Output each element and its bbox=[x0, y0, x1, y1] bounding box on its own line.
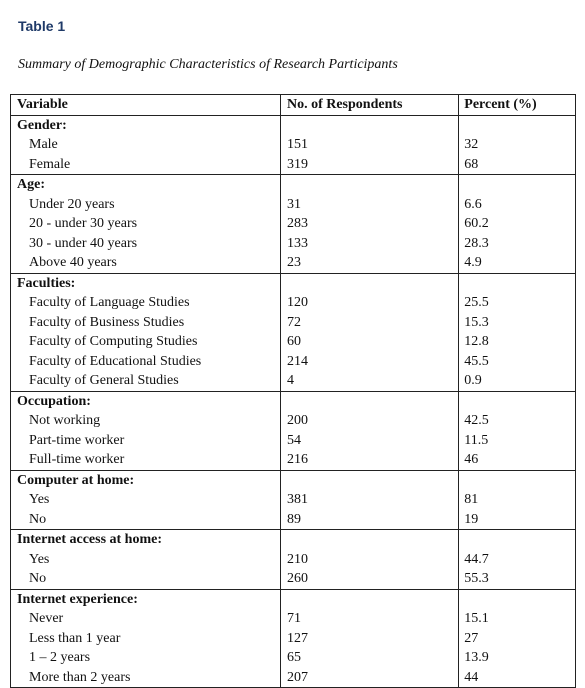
row-label: Not working bbox=[11, 411, 281, 431]
row-label: Faculty of Computing Studies bbox=[11, 332, 281, 352]
row-label: Part-time worker bbox=[11, 431, 281, 451]
empty-cell bbox=[280, 115, 458, 135]
table-row bbox=[11, 510, 576, 530]
column-header-percent: Percent (%) bbox=[459, 95, 576, 116]
empty-cell bbox=[459, 530, 576, 550]
percent-value: 4.9 bbox=[459, 253, 576, 273]
empty-cell bbox=[459, 391, 576, 411]
column-header-variable: Variable bbox=[11, 95, 281, 116]
table-row bbox=[11, 609, 576, 629]
respondent-count: 60 bbox=[280, 332, 458, 352]
table-row bbox=[11, 214, 576, 234]
group-header-row bbox=[11, 175, 576, 195]
row-label: No bbox=[11, 510, 281, 530]
percent-value: 44.7 bbox=[459, 550, 576, 570]
percent-value: 15.1 bbox=[459, 609, 576, 629]
respondent-count: 210 bbox=[280, 550, 458, 570]
row-label: Female bbox=[11, 155, 281, 175]
row-label: Above 40 years bbox=[11, 253, 281, 273]
table-row bbox=[11, 569, 576, 589]
table-caption: Summary of Demographic Characteristics of Research Participants bbox=[18, 57, 398, 72]
respondent-count: 65 bbox=[280, 648, 458, 668]
row-label: Yes bbox=[11, 550, 281, 570]
table-body bbox=[11, 115, 576, 688]
percent-value: 68 bbox=[459, 155, 576, 175]
percent-value: 11.5 bbox=[459, 431, 576, 451]
percent-value: 13.9 bbox=[459, 648, 576, 668]
row-label: 20 - under 30 years bbox=[11, 214, 281, 234]
row-label: Faculty of Educational Studies bbox=[11, 352, 281, 372]
empty-cell bbox=[280, 530, 458, 550]
empty-cell bbox=[280, 391, 458, 411]
group-title: Internet access at home: bbox=[11, 530, 281, 550]
table-row bbox=[11, 313, 576, 333]
row-label: Faculty of Business Studies bbox=[11, 313, 281, 333]
table-row bbox=[11, 155, 576, 175]
respondent-count: 151 bbox=[280, 135, 458, 155]
respondent-count: 71 bbox=[280, 609, 458, 629]
group-title: Age: bbox=[11, 175, 281, 195]
respondent-count: 260 bbox=[280, 569, 458, 589]
percent-value: 42.5 bbox=[459, 411, 576, 431]
group-header-row bbox=[11, 470, 576, 490]
group-header-row bbox=[11, 273, 576, 293]
respondent-count: 283 bbox=[280, 214, 458, 234]
empty-cell bbox=[459, 273, 576, 293]
respondent-count: 319 bbox=[280, 155, 458, 175]
table-row bbox=[11, 352, 576, 372]
empty-cell bbox=[280, 175, 458, 195]
group-title: Computer at home: bbox=[11, 470, 281, 490]
table-number: Table 1 bbox=[18, 18, 66, 34]
percent-value: 46 bbox=[459, 450, 576, 470]
group-header-row bbox=[11, 589, 576, 609]
row-label: Faculty of General Studies bbox=[11, 371, 281, 391]
table-row bbox=[11, 648, 576, 668]
percent-value: 60.2 bbox=[459, 214, 576, 234]
header-row bbox=[11, 95, 576, 116]
group-title: Occupation: bbox=[11, 391, 281, 411]
percent-value: 28.3 bbox=[459, 234, 576, 254]
empty-cell bbox=[459, 115, 576, 135]
empty-cell bbox=[280, 589, 458, 609]
respondent-count: 207 bbox=[280, 668, 458, 688]
empty-cell bbox=[280, 470, 458, 490]
empty-cell bbox=[459, 175, 576, 195]
respondent-count: 127 bbox=[280, 629, 458, 649]
percent-value: 32 bbox=[459, 135, 576, 155]
table-row bbox=[11, 332, 576, 352]
table-row bbox=[11, 550, 576, 570]
row-label: More than 2 years bbox=[11, 668, 281, 688]
row-label: Faculty of Language Studies bbox=[11, 293, 281, 313]
percent-value: 19 bbox=[459, 510, 576, 530]
respondent-count: 120 bbox=[280, 293, 458, 313]
respondent-count: 4 bbox=[280, 371, 458, 391]
respondent-count: 89 bbox=[280, 510, 458, 530]
percent-value: 6.6 bbox=[459, 195, 576, 215]
row-label: 1 – 2 years bbox=[11, 648, 281, 668]
percent-value: 0.9 bbox=[459, 371, 576, 391]
table-row bbox=[11, 371, 576, 391]
respondent-count: 72 bbox=[280, 313, 458, 333]
table-row bbox=[11, 450, 576, 470]
respondent-count: 54 bbox=[280, 431, 458, 451]
table-row bbox=[11, 135, 576, 155]
percent-value: 12.8 bbox=[459, 332, 576, 352]
table-row bbox=[11, 234, 576, 254]
group-header-row bbox=[11, 391, 576, 411]
row-label: Full-time worker bbox=[11, 450, 281, 470]
respondent-count: 214 bbox=[280, 352, 458, 372]
row-label: Male bbox=[11, 135, 281, 155]
empty-cell bbox=[280, 273, 458, 293]
percent-value: 45.5 bbox=[459, 352, 576, 372]
respondent-count: 133 bbox=[280, 234, 458, 254]
group-title: Internet experience: bbox=[11, 589, 281, 609]
table-row bbox=[11, 411, 576, 431]
table-row bbox=[11, 668, 576, 688]
row-label: Less than 1 year bbox=[11, 629, 281, 649]
percent-value: 15.3 bbox=[459, 313, 576, 333]
demographics-table bbox=[10, 94, 576, 688]
group-header-row bbox=[11, 530, 576, 550]
row-label: Yes bbox=[11, 490, 281, 510]
table-row bbox=[11, 195, 576, 215]
table-row bbox=[11, 253, 576, 273]
empty-cell bbox=[459, 589, 576, 609]
table-row bbox=[11, 293, 576, 313]
row-label: 30 - under 40 years bbox=[11, 234, 281, 254]
table-row bbox=[11, 490, 576, 510]
respondent-count: 200 bbox=[280, 411, 458, 431]
row-label: Never bbox=[11, 609, 281, 629]
percent-value: 81 bbox=[459, 490, 576, 510]
respondent-count: 381 bbox=[280, 490, 458, 510]
group-header-row bbox=[11, 115, 576, 135]
percent-value: 27 bbox=[459, 629, 576, 649]
table-row bbox=[11, 431, 576, 451]
group-title: Gender: bbox=[11, 115, 281, 135]
row-label: No bbox=[11, 569, 281, 589]
respondent-count: 216 bbox=[280, 450, 458, 470]
percent-value: 55.3 bbox=[459, 569, 576, 589]
percent-value: 25.5 bbox=[459, 293, 576, 313]
row-label: Under 20 years bbox=[11, 195, 281, 215]
group-title: Faculties: bbox=[11, 273, 281, 293]
column-header-respondents: No. of Respondents bbox=[280, 95, 458, 116]
respondent-count: 23 bbox=[280, 253, 458, 273]
percent-value: 44 bbox=[459, 668, 576, 688]
table-row bbox=[11, 629, 576, 649]
respondent-count: 31 bbox=[280, 195, 458, 215]
empty-cell bbox=[459, 470, 576, 490]
